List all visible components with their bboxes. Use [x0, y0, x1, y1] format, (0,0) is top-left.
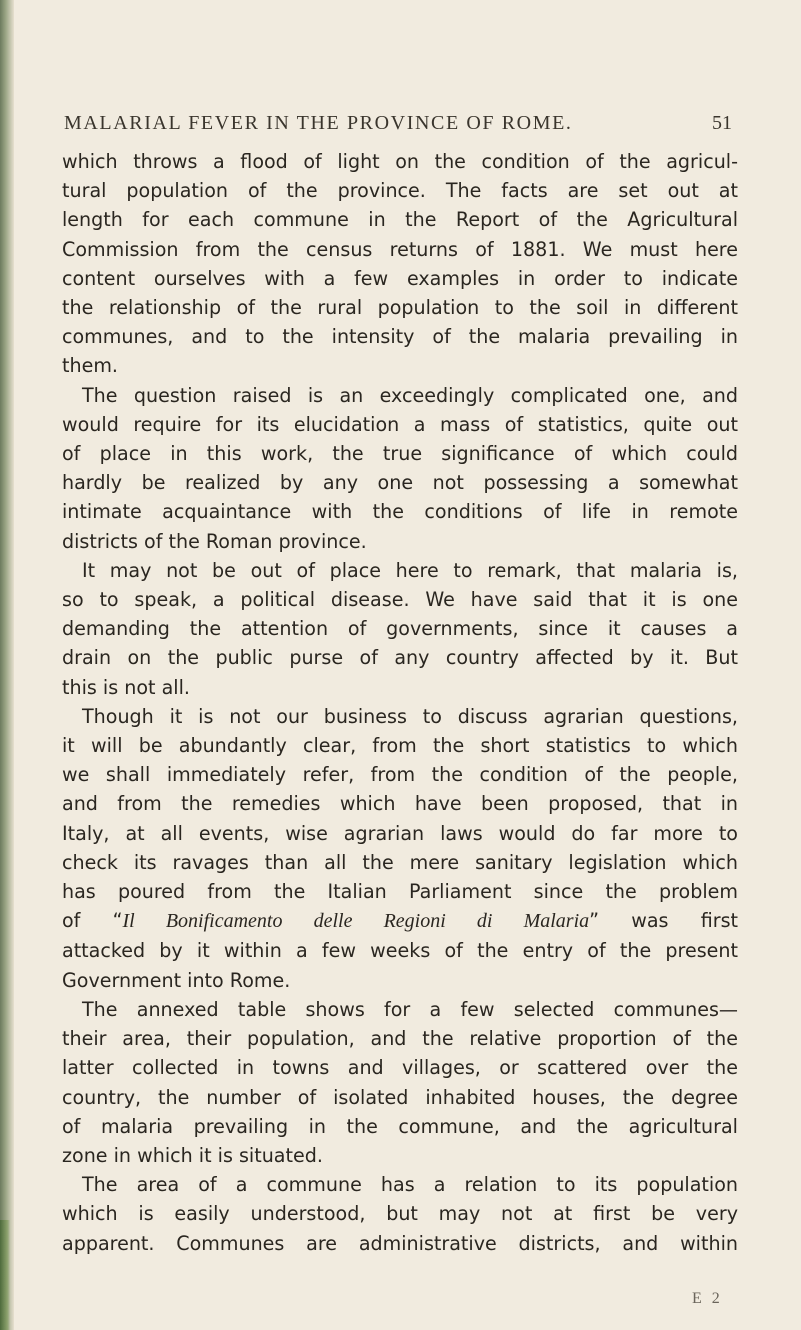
text-line: hardly be realized by any one not possessing a somewhat — [62, 471, 738, 495]
text-line: check its ravages than all the mere sanitary legislation which — [62, 850, 738, 874]
text-line: districts of the Roman province. — [62, 529, 367, 553]
running-head: MALARIAL FEVER IN THE PROVINCE OF ROME. — [64, 112, 573, 134]
page-header — [58, 112, 734, 148]
text-line: The question raised is an exceedingly complicated one, and — [82, 383, 738, 407]
text-line: Government into Rome. — [62, 968, 291, 992]
italic-line-prefix: of “ — [62, 909, 123, 933]
text-line: apparent. Communes are administrative districts, and within — [62, 1231, 738, 1255]
text-line: length for each commune in the Report of the Agricultural — [62, 208, 738, 232]
text-line: the relationship of the rural population to the soil in different — [62, 296, 738, 320]
text-line: content ourselves with a few examples in order to indicate — [62, 266, 738, 290]
text-line: demanding the attention of governments, since it causes a — [62, 617, 738, 641]
text-line: their area, their population, and the relative proportion of the — [62, 1027, 738, 1051]
text-line: them. — [62, 354, 119, 378]
text-line: Though it is not our business to discuss agrarian questions, — [82, 704, 738, 728]
text-line: which is easily understood, but may not at first be very — [62, 1202, 738, 1226]
text-line: so to speak, a political disease. We have said that it is one — [62, 588, 738, 612]
text-line: we shall immediately refer, from the condition of the people, — [62, 763, 738, 787]
text-line: has poured from the Italian Parliament since the problem — [62, 880, 738, 904]
text-line: it will be abundantly clear, from the short statistics to which — [62, 734, 738, 758]
signature-mark: E 2 — [692, 1290, 723, 1307]
text-line: latter collected in towns and villages, or scattered over the — [62, 1056, 738, 1080]
italic-title: Il Bonificamento delle Regioni di Malaria — [122, 910, 590, 933]
text-line: country, the number of isolated inhabited houses, the degree — [62, 1085, 738, 1109]
text-line: The area of a commune has a relation to its population — [82, 1173, 738, 1197]
text-line: drain on the public purse of any country affected by it. But — [62, 646, 738, 670]
text-line: communes, and to the intensity of the malaria prevailing in — [62, 325, 738, 349]
text-line: which throws a flood of light on the condition of the agricul- — [62, 150, 738, 173]
binding-edge — [0, 0, 14, 1330]
binding-edge-bottom — [0, 1220, 10, 1330]
text-line: would require for its elucidation a mass of statistics, quite out — [62, 412, 738, 436]
text-line-with-italic — [62, 906, 738, 936]
text-line: zone in which it is situated. — [62, 1143, 323, 1167]
page-number: 51 — [712, 112, 732, 134]
italic-line-suffix: ” was first — [589, 909, 739, 933]
text-line: this is not all. — [62, 675, 190, 699]
text-line: The annexed table shows for a few selected communes— — [82, 997, 738, 1021]
text-line: tural population of the province. The facts are set out at — [62, 179, 738, 203]
text-line: It may not be out of place here to remark, that malaria is, — [82, 558, 738, 582]
text-line: Commission from the census returns of 1881. We must here — [62, 237, 738, 261]
text-line: of place in this work, the true significance of which could — [62, 442, 738, 466]
text-line: attacked by it within a few weeks of the entry of the present — [62, 939, 738, 963]
body-text — [62, 147, 738, 1258]
text-line: and from the remedies which have been proposed, that in — [62, 792, 738, 816]
text-line: Italy, at all events, wise agrarian laws would do far more to — [62, 821, 738, 845]
text-line: intimate acquaintance with the conditions of life in remote — [62, 500, 738, 524]
text-line: of malaria prevailing in the commune, and the agricultural — [62, 1114, 738, 1138]
